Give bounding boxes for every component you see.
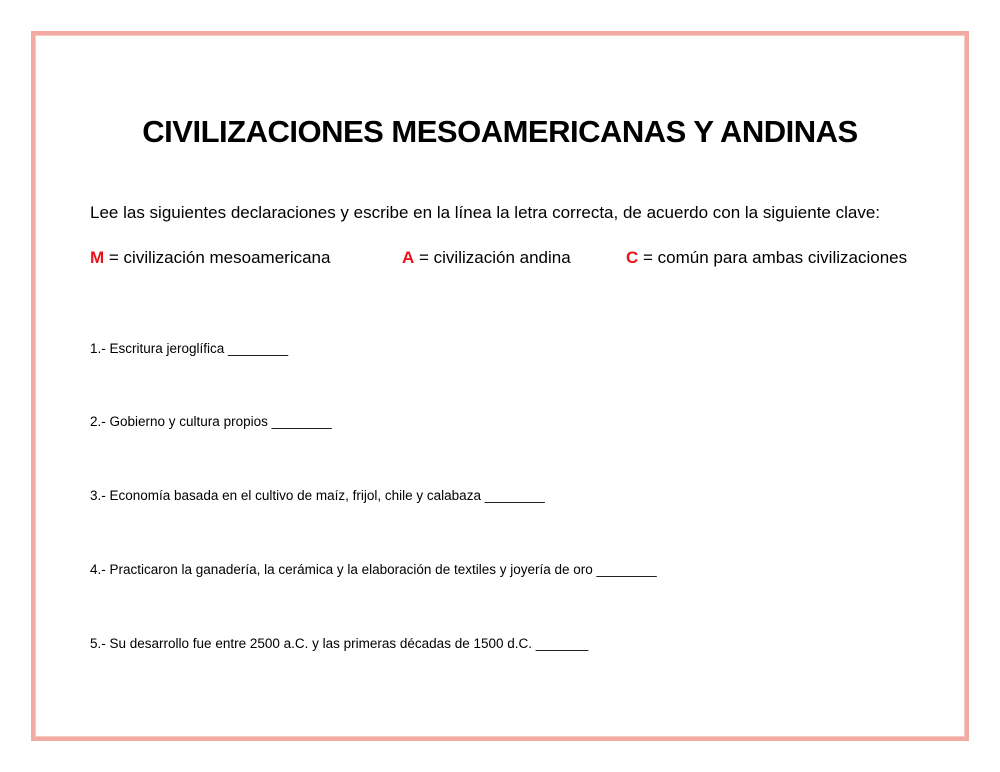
question-item-3: 3.- Economía basada en el cultivo de maíz, frijol, chile y calabaza ________: [90, 488, 545, 503]
instructions-text: Lee las siguientes declaraciones y escribe en la línea la letra correcta, de acuerdo con la siguiente clave:: [90, 203, 881, 222]
key-letter-c: C: [626, 248, 639, 267]
key-label-a: = civilización andina: [414, 248, 571, 267]
key-letter-a: A: [402, 248, 415, 267]
key-mesoamericana: [90, 247, 330, 269]
key-label-c: = común para ambas civilizaciones: [638, 248, 908, 267]
question-item-5: 5.- Su desarrollo fue entre 2500 a.C. y las primeras décadas de 1500 d.C. _______: [90, 636, 589, 651]
key-andina: [402, 247, 571, 269]
question-item-4: 4.- Practicaron la ganadería, la cerámica y la elaboración de textiles y joyería de oro ________: [90, 562, 657, 577]
key-letter-m: M: [90, 248, 105, 267]
key-label-m: = civilización mesoamericana: [104, 248, 331, 267]
page-title: CIVILIZACIONES MESOAMERICANAS Y ANDINAS: [142, 114, 858, 149]
question-item-1: 1.- Escritura jeroglífica ________: [90, 341, 289, 356]
key-comun: [626, 247, 907, 269]
question-item-2: 2.- Gobierno y cultura propios ________: [90, 414, 332, 429]
